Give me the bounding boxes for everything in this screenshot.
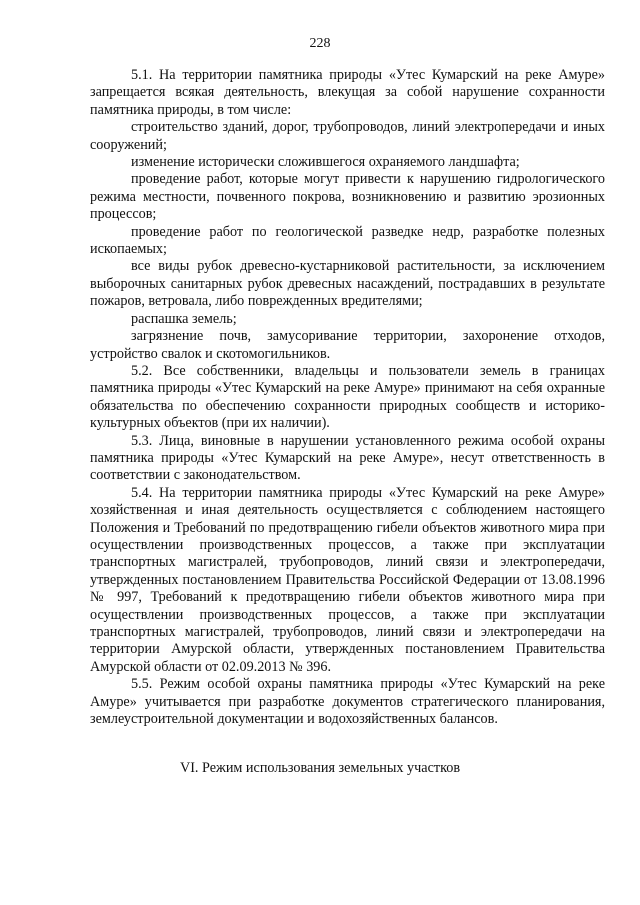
paragraph-5-4: 5.4. На территории памятника природы «Утес Кумарский на реке Амуре» хозяйственная и иная деятельность осуществляется с соблюдением настоящего Положения и Требований по предотвращению гибели объектов животного мира при осуществлении производственных процессов, а также при эксплуатации транспортных магистралей, трубопроводов, линий связи и электропередачи, утвержденных постановлением Правительства Российской Федерации от 13.08.1996 № 997, Требований к предотвращению гибели объектов животного мира при осуществлении производственных процессов, а также при эксплуатации транспортных магистралей, трубопроводов, линий связи и электропередачи на территории Амурской области, утвержденных постановлением Правительства Амурской области от 02.09.2013 № 396.	[90, 484, 605, 675]
list-item-logging: все виды рубок древесно-кустарниковой растительности, за исключением выборочных санитарных рубок древесных насаждений, пострадавших в результате пожаров, ветровала, либо поврежденных вредителями;	[90, 258, 605, 310]
list-item-plowing: распашка земель;	[131, 310, 237, 327]
paragraph-5-1: 5.1. На территории памятника природы «Утес Кумарский на реке Амуре» запрещается всякая деятельность, влекущая за собой нарушение сохранности памятника природы, в том числе:	[90, 67, 605, 118]
list-item-construction: строительство зданий, дорог, трубопроводов, линий электропередачи и иных сооружений;	[90, 119, 605, 153]
list-item-pollution: загрязнение почв, замусоривание территории, захоронение отходов, устройство свалок и скотомогильников.	[90, 328, 605, 362]
list-item-landscape: изменение исторически сложившегося охраняемого ландшафта;	[131, 154, 520, 171]
document-body	[90, 67, 605, 728]
page-number: 228	[309, 36, 331, 51]
section-heading: VI. Режим использования земельных участков	[179, 760, 461, 776]
paragraph-5-2: 5.2. Все собственники, владельцы и пользователи земель в границах памятника природы «Утес Кумарский на реке Амуре» принимают на себя охранные обязательства по обеспечению сохранности природных сообществ и историко-культурных объектов (при их наличии).	[90, 362, 605, 432]
paragraph-5-5: 5.5. Режим особой охраны памятника природы «Утес Кумарский на реке Амуре» учитывается при разработке документов стратегического планирования, землеустроительной документации и водохозяйственных балансов.	[90, 676, 605, 728]
paragraph-5-3: 5.3. Лица, виновные в нарушении установленного режима особой охраны памятника природы «Утес Кумарский на реке Амуре», несут ответственность в соответствии с законодательством.	[90, 432, 605, 484]
list-item-geology: проведение работ по геологической разведке недр, разработке полезных ископаемых;	[90, 223, 605, 258]
list-item-hydrology: проведение работ, которые могут привести к нарушению гидрологического режима местности, почвенного покрова, возникновению и развитию эрозионных процессов;	[90, 171, 605, 223]
